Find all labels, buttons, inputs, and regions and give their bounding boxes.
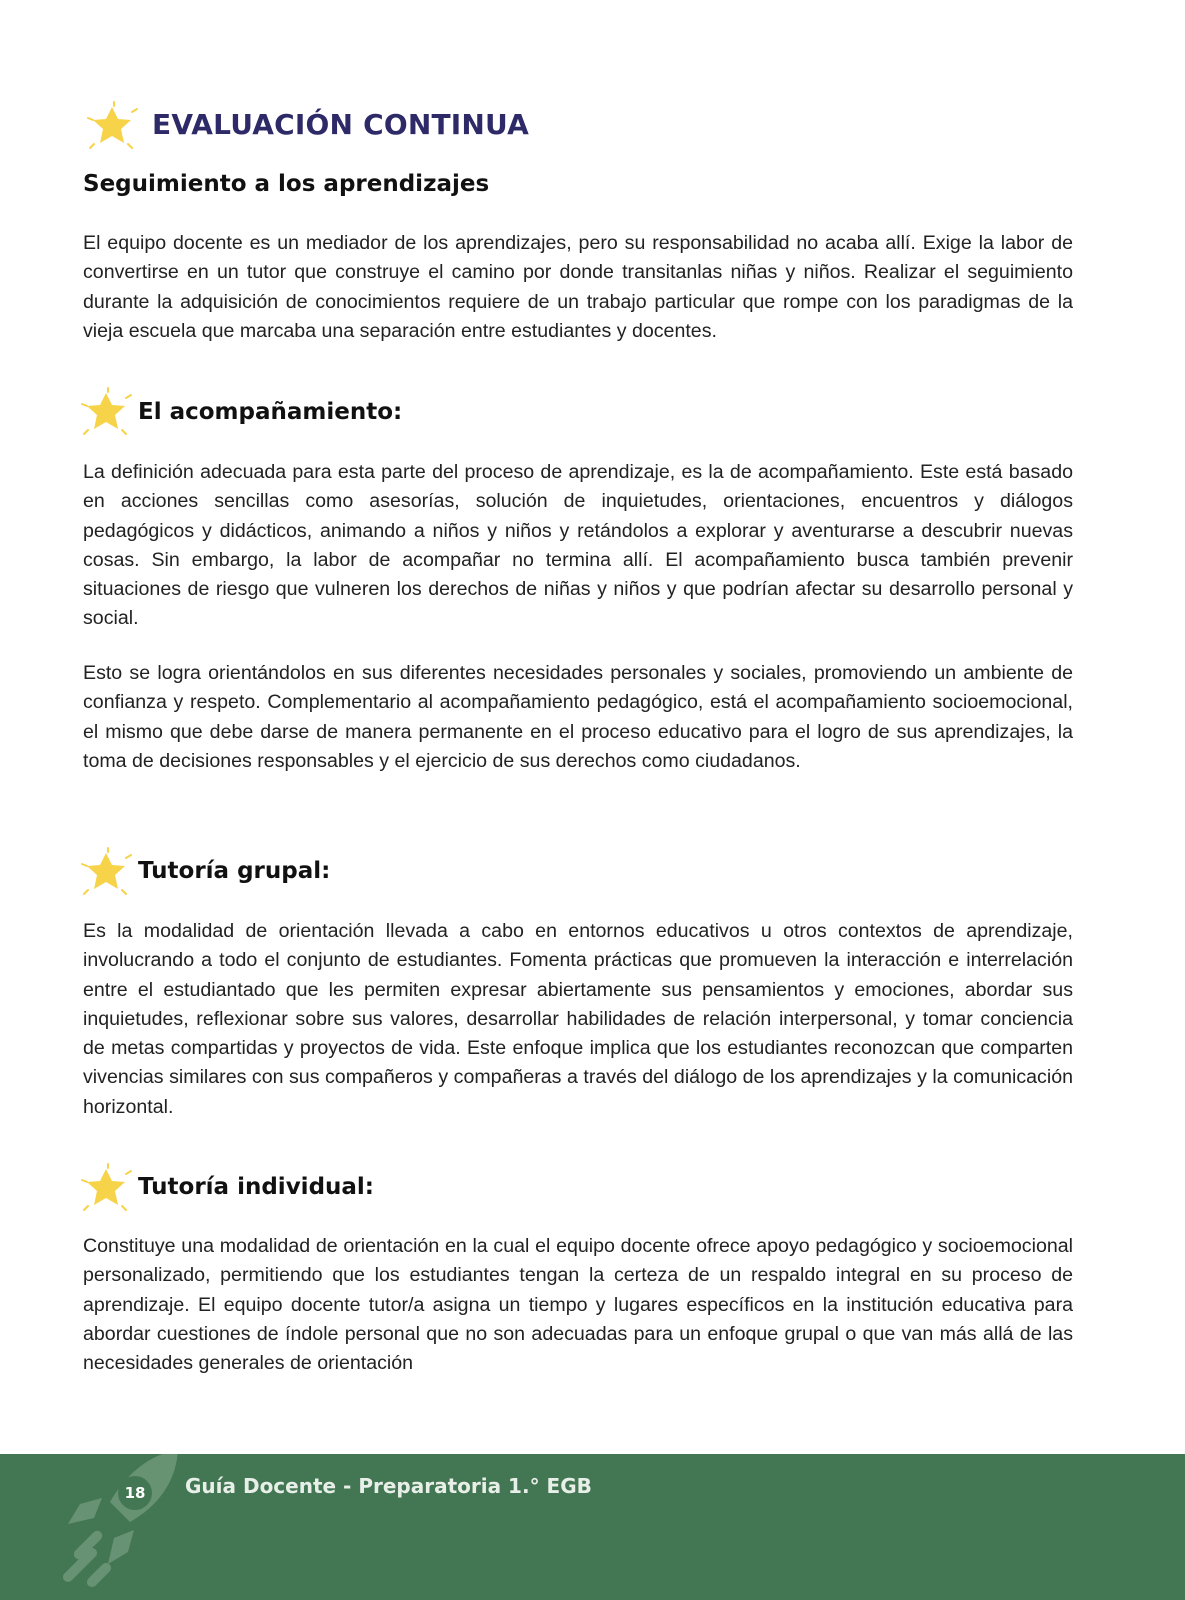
star-icon: [78, 386, 134, 438]
section-heading-tutoria-grupal: Tutoría grupal:: [138, 858, 331, 884]
section-heading-tutoria-individual: Tutoría individual:: [138, 1174, 375, 1200]
intro-paragraph: El equipo docente es un mediador de los aprendizajes, pero su responsabilidad no acaba allí. Exige la labor de convertirse en un tutor que construye el camino por donde transitanlas niñas y niños. Realizar el seguimiento durante la adquisición de conocimientos requiere de un trabajo particular que rompe con los paradigmas de la vieja escuela que marcaba una separación entre estudiantes y docentes.: [83, 232, 1073, 342]
star-icon: [78, 846, 134, 898]
section-subtitle: Seguimiento a los aprendizajes: [83, 171, 490, 197]
page-number: 18: [118, 1476, 152, 1510]
section-heading-acompanamiento: El acompañamiento:: [138, 399, 403, 425]
paragraph: La definición adecuada para esta parte del proceso de aprendizaje, es la de acompañamiento. Este está basado en acciones sencillas como asesorías, solución de inquietudes, orientaciones, encuentros y diálogos pedagógicos y didácticos, animando a niños y niños y retándolos a explorar y aventurarse a descubrir nuevas cosas. Sin embargo, la labor de acompañar no termina allí. El acompañamiento busca también prevenir situaciones de riesgo que vulneren los derechos de niñas y niños y que podrían afectar su desarrollo personal y social.: [83, 461, 1073, 630]
paragraph: Esto se logra orientándolos en sus diferentes necesidades personales y sociales, promoviendo un ambiente de confianza y respeto. Complementario al acompañamiento pedagógico, está el acompañamiento socioemocional, el mismo que debe darse de manera permanente en el proceso educativo para el logro de sus aprendizajes, la toma de decisiones responsables y el ejercicio de sus derechos como ciudadanos.: [83, 662, 1073, 772]
paragraph: Constituye una modalidad de orientación en la cual el equipo docente ofrece apoyo pedagógico y socioemocional personalizado, permitiendo que los estudiantes tengan la certeza de un respaldo integral en su proceso de aprendizaje. El equipo docente tutor/a asigna un tiempo y lugares específicos en la institución educativa para abordar cuestiones de índole personal que no son adecuadas para un enfoque grupal o que van más allá de las necesidades generales de orientación: [83, 1235, 1073, 1375]
paragraph: Es la modalidad de orientación llevada a cabo en entornos educativos u otros contextos de aprendizaje, involucrando a todo el conjunto de estudiantes. Fomenta prácticas que promueven la interacción e interrelación entre el estudiantado que les permiten expresar abiertamente sus pensamientos y emociones, abordar sus inquietudes, reflexionar sobre sus valores, desarrollar habilidades de relación interpersonal, y tomar conciencia de metas compartidas y proyectos de vida. Este enfoque implica que los estudiantes reconozcan que comparten vivencias similares con sus compañeros y compañeras a través del diálogo de los aprendizajes y la comunicación horizontal.: [83, 920, 1073, 1118]
rocket-icon: [50, 1454, 200, 1600]
star-icon: [84, 100, 140, 152]
page-title: EVALUACIÓN CONTINUA: [152, 108, 529, 141]
footer-title: Guía Docente - Preparatoria 1.° EGB: [185, 1474, 592, 1498]
footer-bar: [0, 1454, 1185, 1600]
star-icon: [78, 1162, 134, 1214]
